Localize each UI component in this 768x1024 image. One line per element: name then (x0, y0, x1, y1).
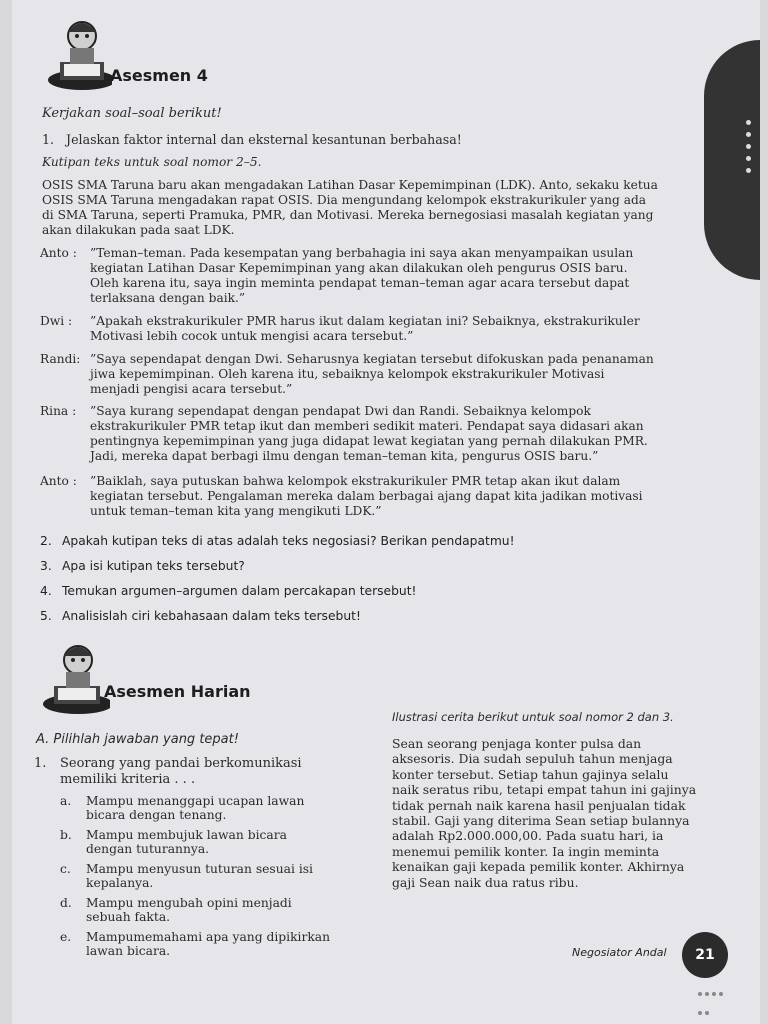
section-title: Asesmen 4 (110, 66, 208, 85)
part-a-instruction: A. Pilihlah jawaban yang tepat! (36, 732, 239, 747)
section-title: Asesmen Harian (104, 682, 251, 701)
chapter-title: Negosiator Andal (572, 946, 667, 959)
story-paragraph: Sean seorang penjaga konter pulsa dan aksesoris. Dia sudah sepuluh tahun menjaga konter tersebut. Setiap tahun gajinya selalu naik seratus ribu, tetapi empat tahun ini gajinya tidak pernah naik karena hasil penjualan tidak stabil. Gaji yang diterima Sean setiap bulannya adalah Rp2.000.000,00. Pada suatu hari, ia menemui pemilik konter. Ia ingin meminta kenaikan gaji kepada pemilik konter. Akhirnya gaji Sean naik dua ratus ribu. (392, 736, 697, 890)
story-label: Ilustrasi cerita berikut untuk soal nomor 2 dan 3. (392, 710, 674, 724)
page-number: 21 (682, 932, 728, 978)
reading-student-icon (42, 14, 112, 92)
reading-student-icon (38, 636, 110, 716)
instruction: Kerjakan soal–soal berikut! (42, 106, 222, 121)
question-item: 4. Temukan argumen–argumen dalam percakapan tersebut! (40, 584, 417, 598)
intro-paragraph: OSIS SMA Taruna baru akan mengadakan Latihan Dasar Kepemimpinan (LDK). Anto, sekaku ketua OSIS SMA Taruna mengadakan rapat OSIS. Dia mengundang kelompok ekstrakurikuler yang ada di SMA Taruna, seperti Pramuka, PMR, dan Motivasi. Mereka bernegosiasi masalah kegiatan yang akan dilakukan pada saat LDK. (42, 178, 658, 237)
book-page: Asesmen 4 Kerjakan soal–soal berikut! 1. Jelaskan faktor internal dan eksternal kesantunan berbahasa! Kutipan teks untuk soal nomor 2–5. OSIS SMA Taruna baru akan mengadakan Latihan Dasar Kepemimpinan (LDK). Anto, sekaku ketua OSIS SMA Taruna mengadakan rapat OSIS. Dia mengundang kelompok ekstrakurikuler yang ada di SMA Taruna, seperti Pramuka, PMR, dan Motivasi. Mereka bernegosiasi masalah kegiatan yang akan dilakukan pada saat LDK. Anto : ”Teman–teman. Pada kesempatan yang berbahagia ini saya akan menyampaikan usulan kegiatan Latihan Dasar Kepemimpinan yang akan dilakukan oleh pengurus OSIS baru. Oleh karena itu, saya ingin meminta pendapat teman–teman agar acara tersebut dapat terlaksana dengan baik.” Dwi : ”Apakah ekstrakurikuler PMR harus ikut dalam kegiatan ini? Sebaiknya, ekstrakurikuler Motivasi lebih cocok untuk mengisi acara tersebut.” Randi: ”Saya sependapat dengan Dwi. Seharusnya kegiatan tersebut difokuskan pada penanaman jiwa kepemimpinan. Oleh karena itu, sebaiknya kelompok ekstrakurikuler Motivasi menjadi pengisi acara tersebut.” Rina : ”Saya kurang sependapat dengan pendapat Dwi dan Randi. Sebaiknya kelompok ekstrakurikuler PMR tetap ikut dan memberi sedikit materi. Pendapat saya didasari akan pentingnya kepemimpinan yang juga didapat lewat kegiatan yang pernah dilakukan PMR. Jadi, mereka dapat berbagi ilmu dengan teman–teman kita, pengurus OSIS baru.” Anto : ”Baiklah, saya putuskan bahwa kelompok ekstrakurikuler PMR tetap akan ikut dalam kegiatan tersebut. Pengalaman mereka dalam berbagai ajang dapat kita jadikan motivasi untuk teman–teman kita yang mengikuti LDK.” 2. Apakah kutipan teks di atas adalah teks negosiasi? Berikan pendapatmu! 3. Apa isi kutipan teks tersebut? 4. Temukan argumen–argumen dalam percakapan tersebut! 5. Analisislah ciri kebahasaan dalam teks tersebut! Asesmen Harian A. Pilihlah jawaban yang tepat! 1. Seorang yang pandai berkomunikasi memiliki kriteria . . . a. Mampu menanggapi ucapan lawan bicara dengan tenang. b. Mampu membujuk lawan bicara dengan tuturannya. c. Mampu menyusun tuturan sesuai isi kepalanya. d. Mampu mengubah opini menjadi sebuah fakta. e. Mampumemahami apa yang dipikirkan lawan bicara. Ilustrasi cerita berikut untuk soal nomor 2 dan 3. Sean seorang penjaga konter pulsa dan aksesoris. Dia sudah sepuluh tahun menjaga konter tersebut. Setiap tahun gajinya selalu naik seratus ribu, tetapi empat tahun ini gajinya tidak pernah naik karena hasil penjualan tidak stabil. Gaji yang diterima Sean setiap bulannya adalah Rp2.000.000,00. Pada suatu hari, ia menemui pemilik konter. Ia ingin meminta kenaikan gaji kepada pemilik konter. Akhirnya gaji Sean naik dua ratus ribu. Negosiator Andal 21 (12, 0, 760, 1024)
question-item: 3. Apa isi kutipan teks tersebut? (40, 559, 245, 573)
decorative-blob (704, 40, 760, 280)
question-item: 2. Apakah kutipan teks di atas adalah teks negosiasi? Berikan pendapatmu! (40, 534, 515, 548)
question-1: 1. Jelaskan faktor internal dan eksternal kesantunan berbahasa! (42, 132, 462, 147)
question-item: 5. Analisislah ciri kebahasaan dalam teks tersebut! (40, 609, 361, 623)
decorative-dots (698, 985, 728, 1023)
excerpt-label: Kutipan teks untuk soal nomor 2–5. (42, 155, 262, 169)
